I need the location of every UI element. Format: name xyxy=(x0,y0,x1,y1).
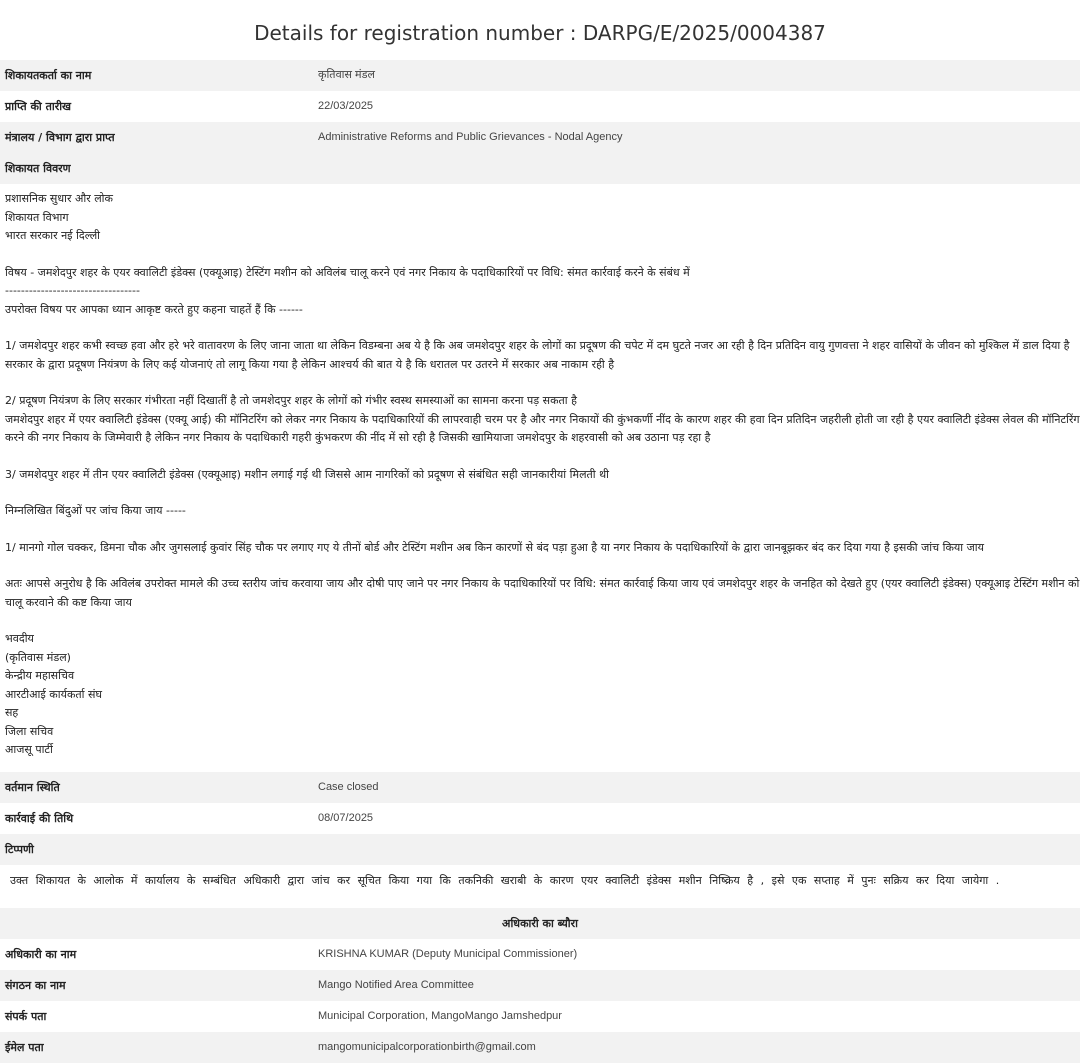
email-value: mangomunicipalcorporationbirth@gmail.com xyxy=(318,1041,536,1053)
email-label: ईमेल पता xyxy=(5,1041,44,1054)
contact-address-row xyxy=(0,1001,1080,1032)
ministry-value: Administrative Reforms and Public Grievances - Nodal Agency xyxy=(318,131,623,143)
ministry-label: मंत्रालय / विभाग द्वारा प्राप्त xyxy=(5,131,115,144)
contact-address-label: संपर्क पता xyxy=(5,1010,47,1023)
complaint-point-3: 3/ जमशेदपुर शहर में तीन एयर क्वालिटी इंडेक्स (एक्यूआइ) मशीन लगाई गई थी जिससे आम नागरिकों को प्रदूषण से संबंधित सही जानकारीयां मिलती थी xyxy=(5,467,610,481)
ministry-row xyxy=(0,122,1080,153)
status-value: Case closed xyxy=(318,781,379,793)
action-date-label: कार्रवाई की तिथि xyxy=(5,812,74,825)
received-date-label: प्राप्ति की तारीख xyxy=(5,100,72,113)
status-row xyxy=(0,772,1080,803)
remark-label: टिप्पणी xyxy=(5,843,34,856)
complaint-body xyxy=(0,184,1080,772)
received-date-row xyxy=(0,91,1080,122)
organisation-row xyxy=(0,970,1080,1001)
officer-name-value: KRISHNA KUMAR (Deputy Municipal Commissioner) xyxy=(318,948,578,960)
request-paragraph: अतः आपसे अनुरोध है कि अविलंब उपरोक्त मामले की उच्च स्तरीय जांच करवाया जाय और दोषी पाए जाने पर नगर निकाय के पदाधिकारियों पर विधि: संमत कार्रवाई किया जाय एवं जमशेदपुर शहर के जनहित को देखते हुए (एयर क्वालिटी इंडेक्स) एक्यूआइ टेस्टिंग मशीन को चालू करवाने की कष्ट किया जाय xyxy=(5,577,1080,609)
email-row xyxy=(0,1032,1080,1063)
complainant-row xyxy=(0,60,1080,91)
complaint-point-2: 2/ प्रदूषण नियंत्रण के लिए सरकार गंभीरता नहीं दिखातीं है तो जमशेदपुर शहर के लोगों को गंभीर स्वस्थ समस्याओं का सामना करना पड़ सकता है जमशेदपुर शहर में एयर क्वालिटी इंडेक्स (एक्यू आई) की मॉनिटरिंग को लेकर नगर निकाय के पदाधिकारियों की लापरवाही चरम पर है और नगर निकायों की कुंभकर्णी नींद के कारण शहर की हवा दिन प्रतिदिन जहरीली होती जा रही है एयर क्वालिटी इंडेक्स लेवल की मॉनिटरिंग करने की नगर निकाय के जिम्मेवारी है लेकिन नगर निकाय के पदाधिकारी गहरी कुंभकरण की नींद में सो रही है जिसकी खामियाजा जमशेदपुर के शहरवासी को अब उठाना पड़ रहा है xyxy=(5,394,1080,444)
remark-text: उक्त शिकायत के आलोक में कार्यालय के सम्बंधित अधिकारी द्वारा जांच कर सूचित किया गया कि तकनिकी खराबी के कारण एयर क्वालिटी इंडेक्स मशीन निष्क्रिय है , इसे एक सप्ताह में पुनः सक्रिय कर दिया जायेगा . xyxy=(10,874,1000,887)
complainant-value: कृतिवास मंडल xyxy=(318,69,375,81)
complaint-point-1: 1/ जमशेदपुर शहर कभी स्वच्छ हवा और हरे भरे वातावरण के लिए जाना जाता था लेकिन विडम्बना अब ये है कि अब जमशेदपुर शहर के लोगों का प्रदूषण की चपेट में दम घुटते नजर आ रही है दिन प्रतिदिन वायु गुणवत्ता ने शहर वासियों के जीवन को मुश्किल में डाल दिया है सरकार के द्वारा प्रदूषण नियंत्रण के लिए कई योजनाएं तो लागू किया गया है लेकिन आश्चर्य की बात ये है कि धरातल पर उतरने में सरकार अब नाकाम रही है xyxy=(5,339,1070,371)
officer-name-row xyxy=(0,939,1080,970)
complaint-details-row xyxy=(0,153,1080,184)
complainant-label: शिकायतकर्ता का नाम xyxy=(5,69,92,82)
page-title: Details for registration number : DARPG/E/2025/0004387 xyxy=(254,21,826,45)
action-date-value: 08/07/2025 xyxy=(318,812,374,824)
received-date-value: 22/03/2025 xyxy=(318,100,374,112)
officer-section-title: अधिकारी का ब्यौरा xyxy=(0,908,1080,939)
contact-address-value: Municipal Corporation, MangoMango Jamshedpur xyxy=(318,1010,562,1022)
complaint-details-label: शिकायत विवरण xyxy=(5,162,71,175)
status-label: वर्तमान स्थिति xyxy=(5,781,60,794)
investigation-point-1: 1/ मानगो गोल चक्कर, डिमना चौक और जुगसलाई कुवांर सिंह चौक पर लगाए गए ये तीनों बोर्ड और टेस्टिंग मशीन अब किन कारणों से बंद पड़ा हुआ है या नगर निकाय के पदाधिकारियों के द्वारा जानबूझकर बंद कर दिया गया है इसकी जांच किया जाय xyxy=(5,540,985,554)
officer-name-label: अधिकारी का नाम xyxy=(5,948,77,961)
signature-block: भवदीय (कृतिवास मंडल) केन्द्रीय महासचिव आरटीआई कार्यकर्ता संघ सह जिला सचिव आजसू पार्टी xyxy=(5,632,102,756)
investigation-heading: निम्नलिखित बिंदुओं पर जांच किया जाय ----- xyxy=(5,504,186,517)
remark-row xyxy=(0,834,1080,865)
complaint-address: प्रशासनिक सुधार और लोक शिकायत विभाग भारत सरकार नई दिल्ली xyxy=(5,192,113,242)
complaint-subject: विषय - जमशेदपुर शहर के एयर क्वालिटी इंडेक्स (एक्यूआइ) टेस्टिंग मशीन को अविलंब चालू करने एवं नगर निकाय के पदाधिकारियों पर विधि: संमत कार्रवाई करने के संबंध में ---------------------------------- उपरोक्त विषय पर आपका ध्यान आकृष्ट करते हुए कहना चाहतें हैं कि ------ xyxy=(5,265,690,316)
organisation-label: संगठन का नाम xyxy=(5,979,66,992)
organisation-value: Mango Notified Area Committee xyxy=(318,979,474,991)
action-date-row xyxy=(0,803,1080,834)
